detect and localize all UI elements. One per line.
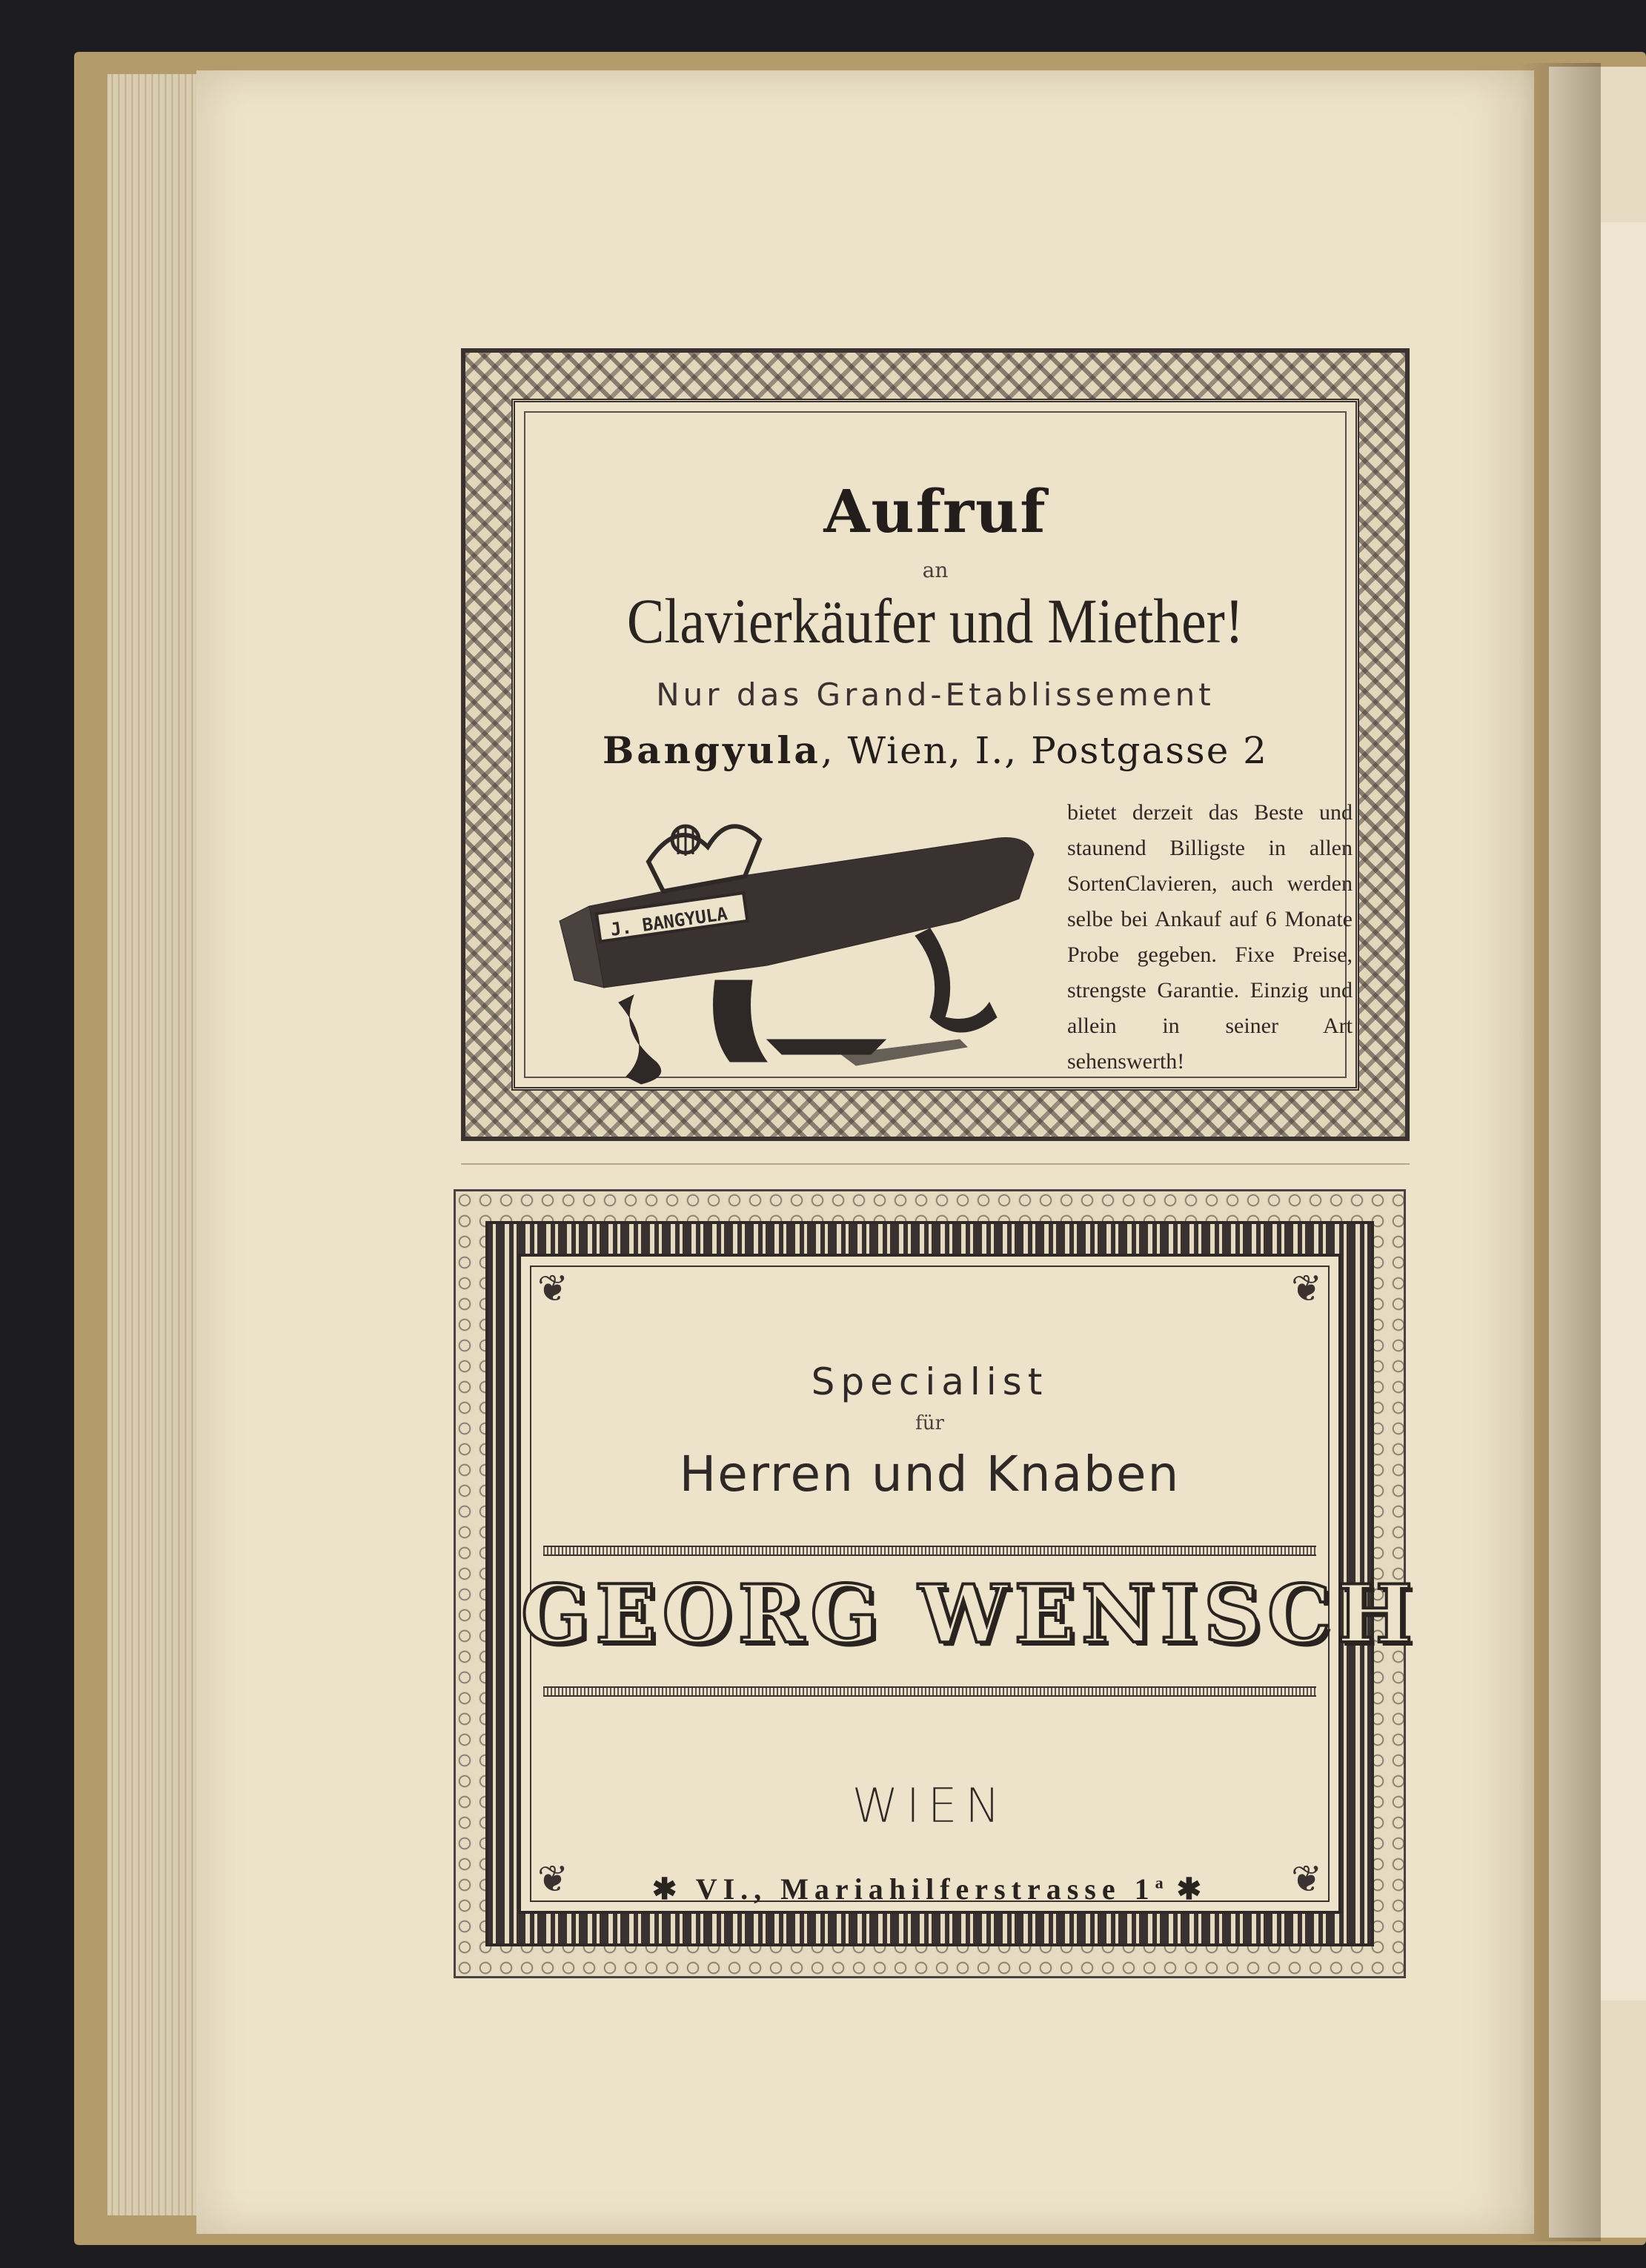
company-name: Bangyula <box>603 728 821 772</box>
ornamental-rule <box>543 1546 1316 1556</box>
ad-intro: Nur das Grand-Etablissement <box>656 676 1215 713</box>
ad-subheading: Clavierkäufer und Miether! <box>626 585 1244 656</box>
corner-ornament-icon: ❦ <box>1291 1858 1322 1900</box>
corner-ornament-icon: ❦ <box>537 1858 568 1900</box>
page-edges <box>107 74 211 2215</box>
ad-body-text: bietet derzeit das Beste und staunend Billigste in allen SortenClavieren, auch werden selbe bei Ankauf auf 6 Monate Probe gegeben. Fixe Preise, strengste Garantie. Einzig und allein in seiner Art sehenswerth! <box>1067 800 1353 1074</box>
ad-address-line <box>515 728 1355 772</box>
ad-connector: für <box>915 1412 944 1434</box>
piano-label: J. BANGYULA <box>608 903 729 940</box>
company-address: , Wien, I., Postgasse 2 <box>820 729 1268 772</box>
street-address: VI., Mariahilferstrasse 1 <box>695 1872 1155 1906</box>
ad-heading: Aufruf <box>823 476 1047 546</box>
divider <box>461 1163 1410 1165</box>
ad-connector: an <box>922 558 949 582</box>
spine-shadow <box>1519 63 1601 2241</box>
asterisk-ornament-icon: ✱ <box>651 1872 683 1906</box>
piano-illustration <box>545 795 1056 1106</box>
corner-ornament-icon: ❦ <box>537 1267 568 1310</box>
corner-ornament-icon: ❦ <box>1291 1267 1322 1310</box>
ad-audience: Herren und Knaben <box>679 1446 1181 1503</box>
ad-frame <box>511 399 1359 1091</box>
ornamental-rule <box>543 1686 1316 1697</box>
ad-address <box>521 1872 1338 1906</box>
ad-specialist: Specialist <box>811 1360 1049 1403</box>
address-suffix: a <box>1155 1873 1164 1892</box>
ad-business-name: GEORG WENISCH <box>521 1568 1419 1661</box>
ad-ornament-band <box>485 1221 1419 1946</box>
ad-city: WIEN <box>852 1779 1008 1834</box>
advertisement-wenisch <box>454 1189 1419 1978</box>
ad-frame <box>518 1254 1419 1914</box>
facing-page-insert <box>1601 222 1646 2001</box>
asterisk-ornament-icon: ✱ <box>1176 1872 1208 1906</box>
advertisement-bangyula <box>461 348 1410 1141</box>
